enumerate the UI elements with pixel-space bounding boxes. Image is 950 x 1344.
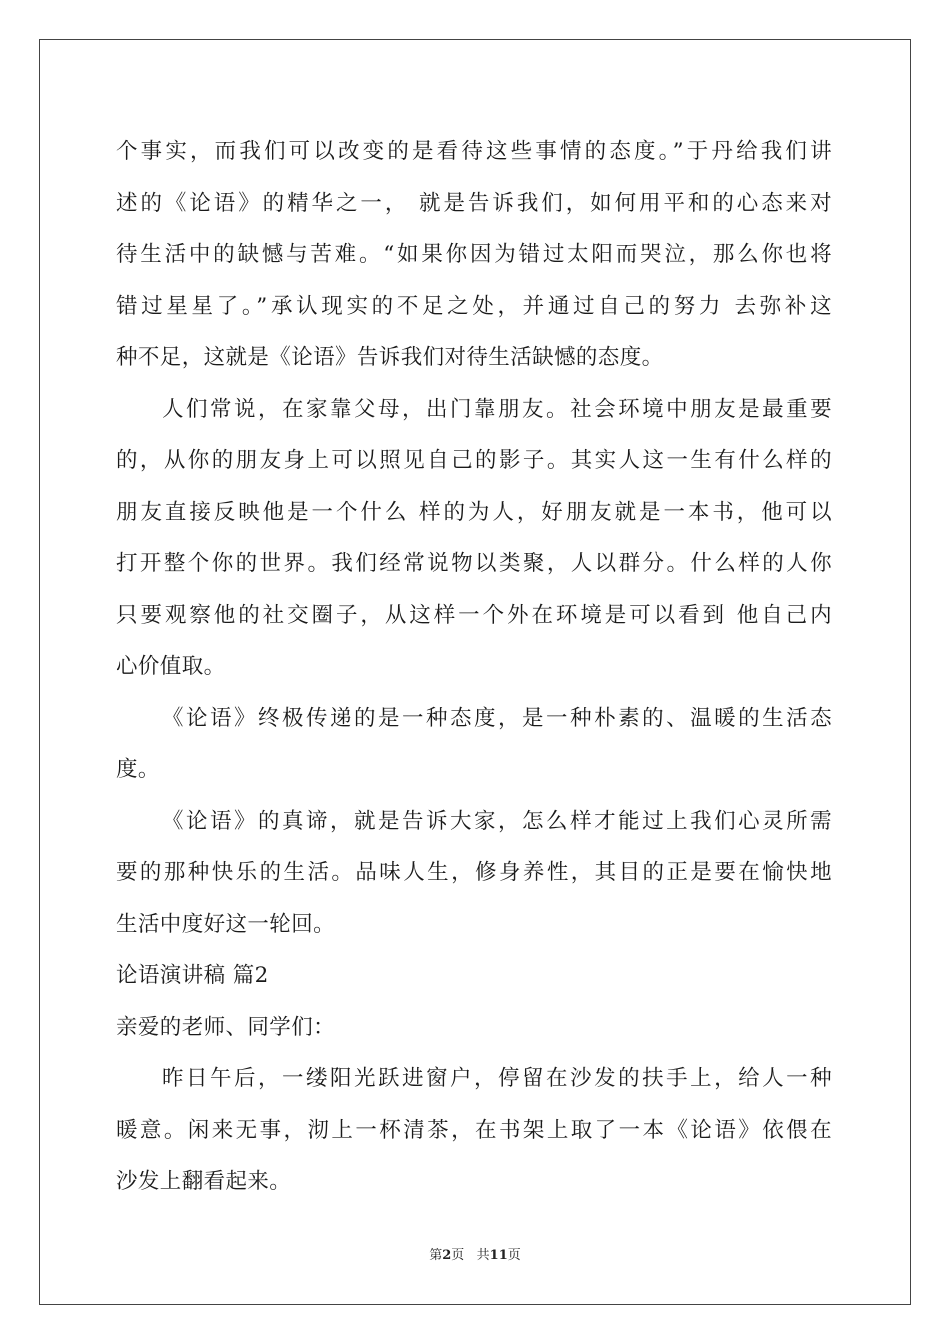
text-line: 待生活中的缺憾与苦难。“如果你因为错过太阳而哭泣，那么你也将 [116,242,832,267]
text-line: 只要观察他的社交圈子，从这样一个外在环境是可以看到 他自己内 [116,602,832,628]
text-line: 生活中度好这一轮回。 [116,911,336,937]
text-line: 错过星星了。”承认现实的不足之处，并通过自己的努力 去弥补这 [116,293,832,319]
footer-page-mid: 页 共 [451,1248,490,1263]
text-line: 要的那种快乐的生活。品味人生，修身养性，其目的正是要在愉快地 [116,860,832,885]
footer-page-current: 2 [442,1248,452,1263]
text-line: 《论语》终极传递的是一种态度，是一种朴素的、温暖的生活态 [162,705,832,731]
text-line: 朋友直接反映他是一个什么 样的为人，好朋友就是一本书，他可以 [116,499,832,525]
text-line: 心价值取。 [116,654,226,679]
salutation: 亲爱的老师、同学们： [116,1014,336,1040]
footer-page-prefix: 第 [429,1248,443,1263]
text-line: 暖意。闲来无事，沏上一杯清茶，在书架上取了一本《论语》依偎在 [116,1117,832,1143]
page-footer [0,1248,950,1264]
text-line: 《论语》的真谛，就是告诉大家，怎么样才能过上我们心灵所需 [162,808,832,834]
document-body [116,126,832,1208]
text-line: 个事实，而我们可以改变的是看待这些事情的态度。”于丹给我们讲 [116,139,832,164]
text-line: 打开整个你的世界。我们经常说物以类聚，人以群分。什么样的人你 [116,551,832,576]
text-line: 昨日午后，一缕阳光跃进窗户，停留在沙发的扶手上，给人一种 [162,1066,832,1091]
section-heading: 论语演讲稿 篇2 [116,963,269,988]
text-line: 述的《论语》的精华之一， 就是告诉我们，如何用平和的心态来对 [116,190,832,216]
footer-page-total: 11 [489,1248,508,1263]
text-line: 沙发上翻看起来。 [116,1169,292,1194]
footer-page-suffix: 页 [507,1248,521,1263]
text-line: 的，从你的朋友身上可以照见自己的影子。其实人这一生有什么样的 [116,448,832,473]
text-line: 度。 [116,757,160,782]
text-line: 种不足，这就是《论语》告诉我们对待生活缺憾的态度。 [116,345,664,370]
text-line: 人们常说，在家靠父母，出门靠朋友。社会环境中朋友是最重要 [162,396,832,422]
